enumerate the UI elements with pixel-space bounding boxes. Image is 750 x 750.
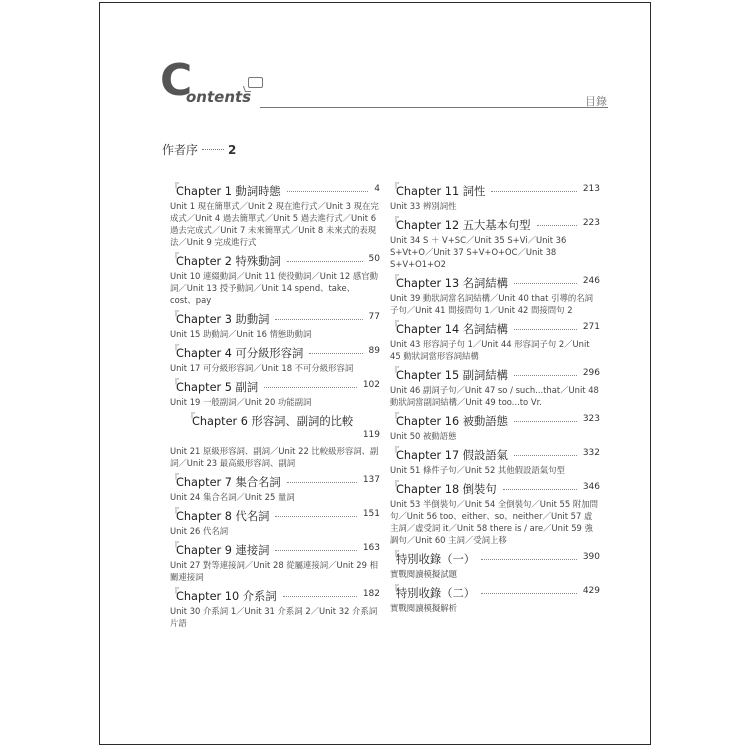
- chapter-mark: 『: [390, 183, 400, 193]
- chapter-title: Chapter 11 詞性: [396, 185, 486, 198]
- chapter-page-number: 271: [582, 322, 600, 332]
- toc-entry: [390, 447, 600, 476]
- chapter-heading[interactable]: [390, 217, 600, 232]
- header-rule: [260, 107, 608, 108]
- chapter-mark: 『: [170, 311, 180, 321]
- chapter-mark: 『: [170, 542, 180, 552]
- chapter-title: Chapter 18 倒裝句: [396, 483, 497, 496]
- chapter-units: Unit 34 S ＋ V+SC／Unit 35 S+Vi／Unit 36 S+Vt+O／Unit 37 S+V+O+OC／Unit 38 S+V+O1+O2: [390, 235, 567, 269]
- chapter-title: Chapter 9 連接詞: [176, 544, 270, 557]
- chapter-units: Unit 50 被動語態: [390, 431, 457, 441]
- dot-leader: [514, 421, 577, 422]
- chapter-units: Unit 51 條件子句／Unit 52 其他假設語氣句型: [390, 465, 565, 475]
- chapter-mark: 『: [390, 413, 400, 423]
- toc-entry: [170, 345, 380, 374]
- toc-entry: [170, 588, 380, 629]
- chapter-units: Unit 33 辨別詞性: [390, 201, 457, 211]
- chapter-heading[interactable]: [170, 253, 380, 268]
- chapter-page-number: 163: [362, 543, 380, 553]
- dot-leader: [287, 261, 363, 262]
- toc-entry: [170, 253, 380, 306]
- chapter-heading[interactable]: [170, 413, 380, 443]
- chapter-title: Chapter 15 副詞結構: [396, 369, 508, 382]
- chapter-mark: 『: [170, 379, 180, 389]
- chapter-page-number: 151: [362, 509, 380, 519]
- chapter-title: Chapter 10 介系詞: [176, 590, 277, 603]
- chapter-units: Unit 1 現在簡單式／Unit 2 現在進行式／Unit 3 現在完成式／Unit 4 過去簡單式／Unit 5 過去進行式／Unit 6 過去完成式／Unit 7 未來簡單式／Unit 8 未來式的表現法／Unit 9 完成進行式: [170, 201, 379, 247]
- preface-page: 2: [228, 143, 237, 157]
- chapter-units: Unit 17 可分級形容詞／Unit 18 不可分級形容詞: [170, 363, 354, 373]
- chapter-mark: 『: [170, 253, 180, 263]
- chapter-title: Chapter 7 集合名詞: [176, 476, 281, 489]
- chapter-heading[interactable]: [390, 275, 600, 290]
- toc-entry: [170, 379, 380, 408]
- chapter-mark: 『: [390, 321, 400, 331]
- chapter-mark: 『: [390, 217, 400, 227]
- chapter-page-number: 77: [368, 312, 380, 322]
- dot-leader: [275, 319, 363, 320]
- chapter-title: Chapter 16 被動語態: [396, 415, 508, 428]
- dot-leader: [287, 191, 368, 192]
- chapter-units: Unit 27 對等連接詞／Unit 28 從屬連接詞／Unit 29 相關連接詞: [170, 560, 378, 582]
- dot-leader: [287, 482, 357, 483]
- toc-left-column: [170, 183, 380, 629]
- dot-leader: [481, 559, 577, 560]
- chapter-page-number: 89: [368, 346, 380, 356]
- chapter-mark: 『: [390, 367, 400, 377]
- chapter-mark: 『: [390, 447, 400, 457]
- chapter-mark: 『: [170, 183, 180, 193]
- toc-right-column: [390, 183, 600, 614]
- chapter-page-number: 390: [582, 552, 600, 562]
- chapter-heading[interactable]: [390, 585, 600, 600]
- chapter-title: Chapter 3 助動詞: [176, 313, 270, 326]
- chapter-page-number: 223: [582, 218, 600, 228]
- chapter-heading[interactable]: [170, 588, 380, 603]
- contents-logo-initial: C: [160, 55, 193, 106]
- chapter-units: Unit 53 半倒裝句／Unit 54 全倒裝句／Unit 55 附加問句／Unit 56 too、either、so、neither／Unit 57 虛主詞／虛受詞 it／Unit 58 there is / are／Unit 59 強調句／Unit 60 主詞／受詞上移: [390, 499, 598, 545]
- chapter-title: Chapter 8 代名詞: [176, 510, 270, 523]
- dot-leader: [309, 353, 363, 354]
- chapter-units: Unit 10 連綴動詞／Unit 11 使役動詞／Unit 12 感官動詞／Unit 13 授予動詞／Unit 14 spend、take、cost、pay: [170, 271, 378, 305]
- chapter-mark: 『: [170, 345, 180, 355]
- toc-entry: [390, 367, 600, 408]
- toc-entry: [390, 481, 600, 546]
- chapter-heading[interactable]: [170, 508, 380, 523]
- speech-bubble-icon: [248, 77, 263, 88]
- toc-entry: [390, 321, 600, 362]
- chapter-units: 實戰閱讀模擬試題: [390, 569, 457, 579]
- chapter-title: Chapter 1 動詞時態: [176, 185, 281, 198]
- dot-leader: [514, 455, 577, 456]
- chapter-units: Unit 39 動狀詞當名詞結構／Unit 40 that 引導的名詞子句／Unit 41 間接問句 1／Unit 42 間接問句 2: [390, 293, 593, 315]
- chapter-title: Chapter 12 五大基本句型: [396, 219, 531, 232]
- book-page: [99, 2, 651, 745]
- chapter-units: Unit 21 原級形容詞、副詞／Unit 22 比較級形容詞、副詞／Unit 23 最高級形容詞、副詞: [170, 446, 379, 468]
- chapter-page-number: 102: [362, 380, 380, 390]
- chapter-heading[interactable]: [170, 542, 380, 557]
- chapter-title: Chapter 14 名詞結構: [396, 323, 508, 336]
- chapter-title: Chapter 13 名詞結構: [396, 277, 508, 290]
- chapter-units: Unit 46 副詞子句／Unit 47 so / such...that／Unit 48 動狀詞當副詞結構／Unit 49 too...to Vr.: [390, 385, 599, 407]
- chapter-units: Unit 30 介系詞 1／Unit 31 介系詞 2／Unit 32 介系詞片語: [170, 606, 378, 628]
- preface-entry[interactable]: [162, 141, 236, 158]
- toc-entry: [390, 183, 600, 212]
- dot-leader: [275, 550, 357, 551]
- chapter-heading[interactable]: [390, 481, 600, 496]
- toc-entry: [170, 542, 380, 583]
- contents-logo-text: ontents: [186, 88, 252, 106]
- toc-entry: [390, 217, 600, 270]
- chapter-units: Unit 24 集合名詞／Unit 25 量詞: [170, 492, 295, 502]
- chapter-mark: 『: [390, 551, 400, 561]
- dot-leader: [481, 593, 577, 594]
- toc-entry: [390, 275, 600, 316]
- chapter-mark: 『: [170, 508, 180, 518]
- contents-header: [160, 55, 607, 108]
- chapter-heading[interactable]: [170, 311, 380, 326]
- chapter-title: Chapter 17 假設語氣: [396, 449, 508, 462]
- chapter-heading[interactable]: [390, 447, 600, 462]
- dot-leader: [537, 225, 577, 226]
- toc-entry: [170, 183, 380, 248]
- chapter-page-number: 4: [374, 184, 380, 194]
- chapter-title: 特別收錄（二）: [396, 587, 476, 600]
- toc-entry: [170, 311, 380, 340]
- chapter-units: Unit 26 代名詞: [170, 526, 229, 536]
- chapter-page-number: 296: [582, 368, 600, 378]
- chapter-heading[interactable]: [390, 183, 600, 198]
- dot-leader: [514, 375, 577, 376]
- chapter-heading[interactable]: [390, 367, 600, 382]
- dot-leader: [491, 191, 577, 192]
- toc-entry: [390, 585, 600, 614]
- chapter-units: Unit 43 形容詞子句 1／Unit 44 形容詞子句 2／Unit 45 動狀詞當形容詞結構: [390, 339, 590, 361]
- chapter-mark: 『: [170, 588, 180, 598]
- chapter-title: Chapter 6 形容詞、副詞的比較: [192, 415, 354, 428]
- chapter-units: 實戰閱讀模擬解析: [390, 603, 457, 613]
- dot-leader: [283, 596, 357, 597]
- chapter-heading[interactable]: [170, 379, 380, 394]
- chapter-title: Chapter 4 可分級形容詞: [176, 347, 304, 360]
- chapter-units: Unit 19 一般副詞／Unit 20 功能副詞: [170, 397, 312, 407]
- chapter-page-number: 213: [582, 184, 600, 194]
- chapter-title: 特別收錄（一）: [396, 553, 476, 566]
- dot-leader: [275, 516, 357, 517]
- chapter-title: Chapter 5 副詞: [176, 381, 259, 394]
- toc-entry: [170, 413, 380, 469]
- toc-entry: [170, 508, 380, 537]
- chapter-heading[interactable]: [170, 474, 380, 489]
- dot-leader: [264, 387, 357, 388]
- chapter-page-number: 50: [368, 254, 380, 264]
- chapter-page-number: 346: [582, 482, 600, 492]
- chapter-heading[interactable]: [390, 551, 600, 566]
- preface-leader: [202, 149, 224, 150]
- dot-leader: [503, 489, 577, 490]
- chapter-page-number: 323: [582, 414, 600, 424]
- chapter-mark: 『: [390, 481, 400, 491]
- preface-label: 作者序: [162, 143, 199, 157]
- chapter-page-number: 119: [362, 430, 380, 440]
- chapter-heading[interactable]: [390, 321, 600, 336]
- chapter-heading[interactable]: [390, 413, 600, 428]
- chapter-page-number: 429: [582, 586, 600, 596]
- header-section-label: 目錄: [585, 95, 607, 108]
- toc-entry: [170, 474, 380, 503]
- chapter-units: Unit 15 助動詞／Unit 16 情態助動詞: [170, 329, 312, 339]
- dot-leader: [514, 283, 577, 284]
- chapter-page-number: 332: [582, 448, 600, 458]
- toc-entry: [390, 551, 600, 580]
- chapter-page-number: 246: [582, 276, 600, 286]
- chapter-page-number: 182: [362, 589, 380, 599]
- chapter-heading[interactable]: [170, 345, 380, 360]
- chapter-heading[interactable]: [170, 183, 380, 198]
- chapter-mark: 『: [186, 413, 196, 423]
- chapter-title: Chapter 2 特殊動詞: [176, 255, 281, 268]
- chapter-page-number: 137: [362, 475, 380, 485]
- chapter-mark: 『: [390, 275, 400, 285]
- chapter-mark: 『: [170, 474, 180, 484]
- dot-leader: [514, 329, 577, 330]
- toc-entry: [390, 413, 600, 442]
- chapter-mark: 『: [390, 585, 400, 595]
